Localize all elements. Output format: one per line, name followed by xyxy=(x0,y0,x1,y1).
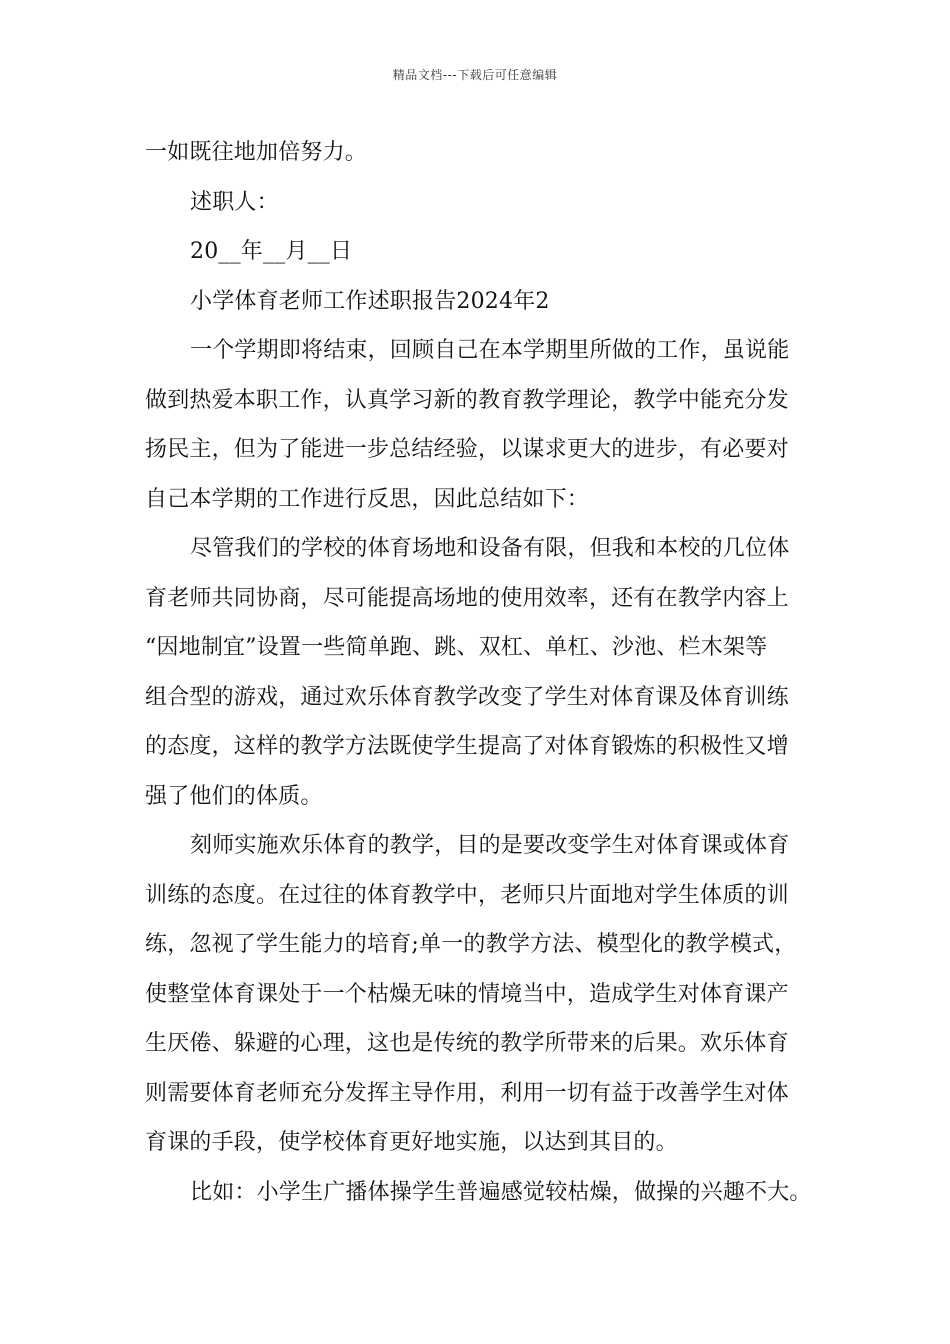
text-line: 比如：小学生广播体操学生普遍感觉较枯燥，做操的兴趣不大。 xyxy=(190,1179,812,1205)
text-line: 述职人： xyxy=(190,189,279,215)
text-line: 育老师共同协商，尽可能提高场地的使用效率，还有在教学内容上 xyxy=(145,585,789,611)
text-line: 刻师实施欢乐体育的教学，目的是要改变学生对体育课或体育 xyxy=(190,833,790,858)
text-line: 小学体育老师工作述职报告2024年2 xyxy=(190,288,550,314)
text-line: 练，忽视了学生能力的培育;单一的教学方法、模型化的教学模式， xyxy=(145,932,797,957)
text-line: “因地制宜”设置一些简单跑、跳、双杠、单杠、沙池、栏木架等 xyxy=(145,635,768,660)
text-line: 则需要体育老师充分发挥主导作用，利用一切有益于改善学生对体 xyxy=(145,1080,789,1106)
text-line: 强了他们的体质。 xyxy=(145,783,323,809)
text-line: 育课的手段，使学校体育更好地实施，以达到其目的。 xyxy=(145,1130,678,1155)
page-header: 精品文档---下载后可任意编辑 xyxy=(392,68,558,82)
text-line: 训练的态度。在过往的体育教学中，老师只片面地对学生体质的训 xyxy=(145,882,789,908)
text-line: 一如既往地加倍努力。 xyxy=(145,140,368,165)
text-line: 生厌倦、躲避的心理，这也是传统的教学所带来的后果。欢乐体育 xyxy=(145,1031,789,1056)
text-line: 扬民主，但为了能进一步总结经验，以谋求更大的进步，有必要对 xyxy=(145,437,789,462)
text-line: 20__年__月__日 xyxy=(190,239,353,264)
text-line: 尽管我们的学校的体育场地和设备有限，但我和本校的几位体 xyxy=(190,536,790,561)
text-line: 的态度，这样的教学方法既使学生提高了对体育锻炼的积极性又增 xyxy=(145,734,789,759)
document-body xyxy=(145,128,825,1217)
text-line: 组合型的游戏，通过欢乐体育教学改变了学生对体育课及体育训练 xyxy=(145,684,789,710)
text-line: 使整堂体育课处于一个枯燥无味的情境当中，造成学生对体育课产 xyxy=(145,981,789,1007)
text-line: 做到热爱本职工作，认真学习新的教育教学理论，教学中能充分发 xyxy=(145,387,789,413)
text-line: 自己本学期的工作进行反思，因此总结如下： xyxy=(145,486,590,512)
text-line: 一个学期即将结束，回顾自己在本学期里所做的工作，虽说能 xyxy=(190,338,790,363)
